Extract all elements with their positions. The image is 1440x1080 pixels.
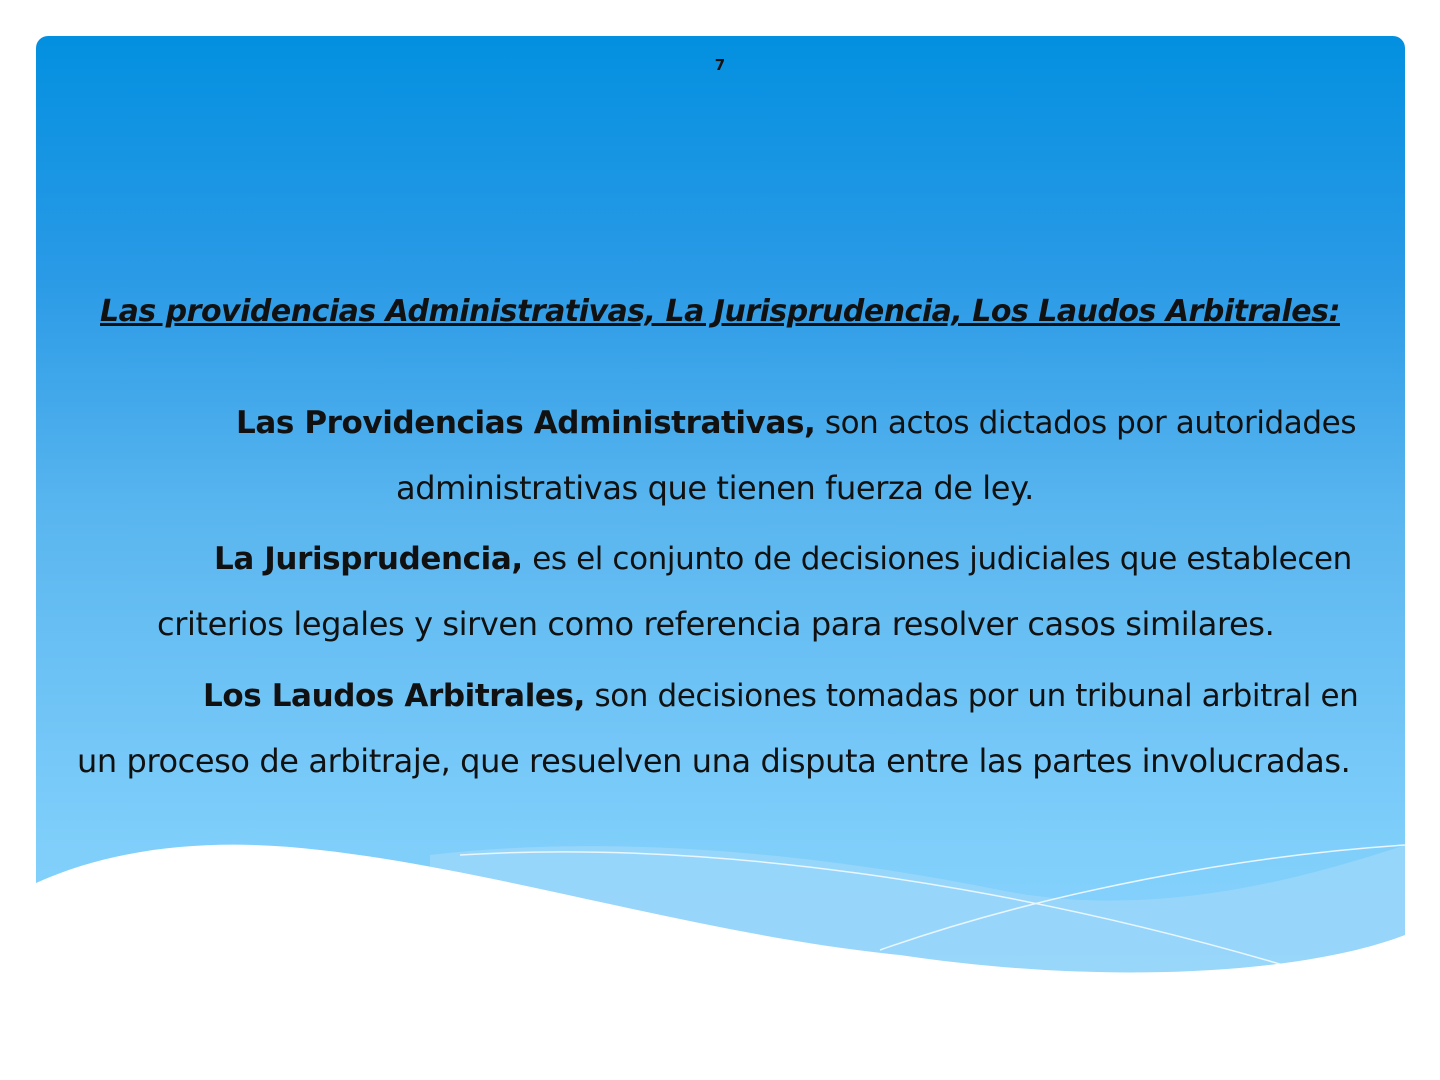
paragraph-1-line-1 — [236, 405, 1356, 441]
paragraph-3-line-1 — [203, 678, 1358, 714]
definition: es el conjunto de decisiones judiciales que establecen — [522, 541, 1352, 577]
term: Los Laudos Arbitrales, — [203, 678, 585, 714]
paragraph-2-line-2: criterios legales y sirven como referencia para resolver casos similares. — [157, 605, 1275, 643]
slide-title: Las providencias Administrativas, La Jurisprudencia, Los Laudos Arbitrales: — [100, 294, 1340, 329]
term: La Jurisprudencia, — [214, 541, 523, 577]
definition: son actos dictados por autoridades — [815, 405, 1357, 441]
paragraph-1-line-2: administrativas que tienen fuerza de ley. — [396, 469, 1034, 507]
paragraph-2-line-1 — [214, 541, 1352, 577]
definition: son decisiones tomadas por un tribunal arbitral en — [584, 678, 1359, 714]
term: Las Providencias Administrativas, — [236, 405, 816, 441]
page-number: 7 — [714, 56, 726, 74]
paragraph-3-line-2: un proceso de arbitraje, que resuelven una disputa entre las partes involucradas. — [77, 742, 1351, 780]
